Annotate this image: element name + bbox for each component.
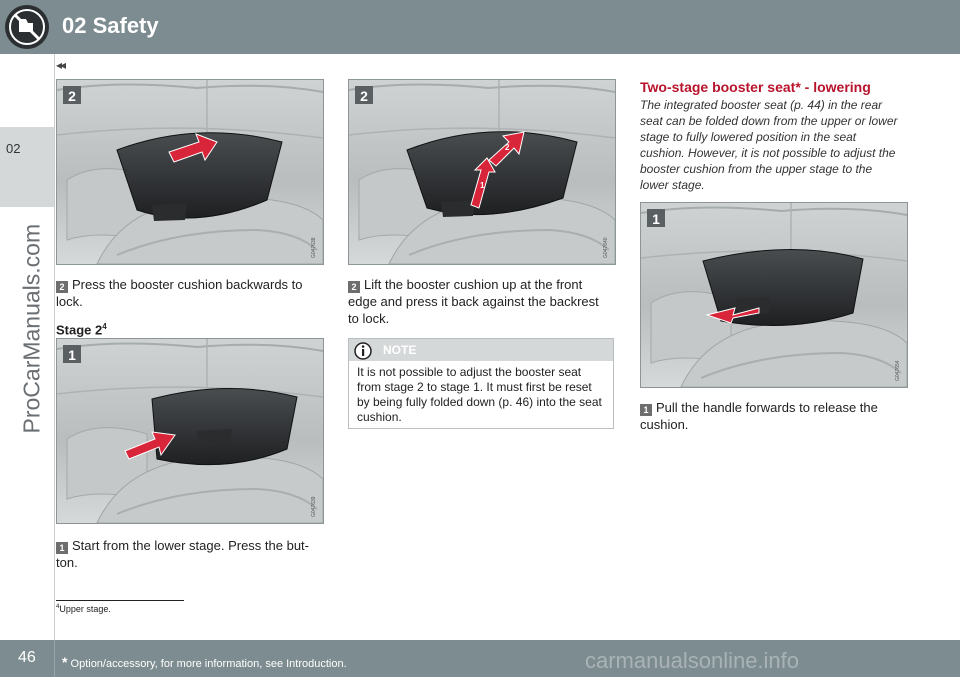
photo-code: G047639	[311, 496, 317, 517]
photo-code: G047638	[311, 237, 317, 258]
page-number: 46	[18, 649, 36, 666]
left-divider	[54, 54, 55, 640]
footer-divider	[54, 640, 55, 677]
arrow-label: 2	[505, 143, 510, 152]
chapter-number: 02	[6, 141, 21, 156]
photo-badge: 2	[68, 88, 76, 104]
side-watermark: ProCarManuals.com	[18, 223, 45, 434]
photo-press-cushion-back	[56, 79, 324, 265]
page-footer	[0, 640, 960, 677]
caption-lift-cushion: 2 Lift the booster cushion up at the front edge and press it back against the backrest to lock.	[348, 277, 599, 326]
photo-code: G047654	[895, 360, 901, 381]
step-number-badge: 2	[56, 281, 68, 293]
step-number-badge: 1	[640, 404, 652, 416]
note-box	[348, 338, 614, 429]
footer-note: * Option/accessory, for more information, see Introduction.	[62, 654, 347, 670]
photo-badge: 2	[360, 88, 368, 104]
caption-press-back: 2 Press the booster cushion backwards to lock.	[56, 277, 303, 309]
photo-badge: 1	[68, 347, 76, 363]
step-number-badge: 2	[348, 281, 360, 293]
arrow-label: 1	[480, 181, 485, 190]
photo-lift-cushion	[348, 79, 616, 265]
page-title: 02 Safety	[62, 13, 159, 38]
stage-2-heading: Stage $2^4$	[56, 322, 107, 338]
photo-badge: 1	[652, 211, 660, 227]
caption-pull-handle: 1 Pull the handle forwards to release the cushion.	[640, 400, 878, 432]
footnote-ref[interactable]: 4	[102, 322, 107, 331]
photo-code: G047640	[603, 237, 609, 258]
no-child-seat-airbag-icon	[0, 0, 54, 54]
section-intro: The integrated booster seat (p. 44) in the rear seat can be folded down from the upper or lower stage to fully lowered position in the seat cushion. However, it is not possible to adjust the booster cushion from the upper stage to the lower stage.	[640, 98, 898, 192]
note-text: It is not possible to adjust the booster seat from stage 2 to stage 1. It must first be reset by being fully folded down (p. 46) into the seat cushion.	[357, 365, 602, 424]
caption-start-lower: 1 Start from the lower stage. Press the but-ton.	[56, 538, 309, 570]
photo-press-button	[56, 338, 324, 524]
section-title: Two-stage booster seat* - lowering	[640, 79, 871, 95]
photo-pull-handle	[640, 202, 908, 388]
footnote-divider	[56, 600, 184, 601]
step-number-badge: 1	[56, 542, 68, 554]
back-navigation-icon[interactable]: ◂◂	[56, 58, 65, 72]
info-icon	[353, 341, 375, 361]
footnote: $^4$Upper stage.	[56, 604, 111, 614]
note-title: NOTE	[383, 343, 417, 357]
footer-watermark: carmanualsonline.info	[585, 648, 800, 673]
page-header	[0, 0, 960, 54]
